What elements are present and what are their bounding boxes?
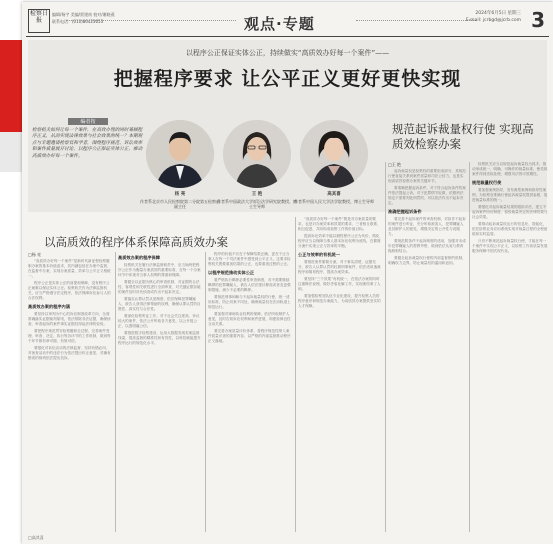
portrait-expert-1 bbox=[146, 120, 214, 188]
expert-1-title: 作者系北京市人民检察院第二分院第五检察部副主任 bbox=[140, 199, 220, 209]
column-2-para-2: 要健全以证据为核心的审查机制，对证据的合法性、客观性和关联性进行全面审查，对关键证据存疑的案件及时补充侦查或作出不起诉决定。 bbox=[118, 280, 201, 294]
kicker: 以程序公正保证实体公正，持续做实“高质效办好每一个案件”—— bbox=[185, 49, 390, 57]
footer-byline: □高其喜 bbox=[28, 535, 44, 540]
subheading-left: 以高质效的程序体系保障高质效办案 bbox=[44, 235, 228, 249]
column-2-para-4: 要深化检察听证工作，对于社会关注度高、争议较大的案件，依法公开听取各方意见，以公开促公正、以透明赢公信。 bbox=[118, 314, 200, 328]
column-3-para-2: 要严格执行羁押必要性审查制度，对不需要继续羁押的犯罪嫌疑人、被告人依法建议释放或者变更强制措施，减少不必要的羁押。 bbox=[208, 278, 291, 292]
editor-note-text: 检察机关如何让每一个案件，在高效办理的同时兼顾程序正义，从而实现法律效果与社会效果的统一？本期观点与专题邀请检察官和学者，围绕程序规范、诉讼效率和案件质量展开讨论，以程序公正保证实体公正，推动高质效办好每一个案件。 bbox=[32, 128, 143, 159]
column-2-subhead: 高质效办案的程序保障 bbox=[118, 255, 160, 260]
masthead bbox=[26, 6, 549, 37]
column-5-para-2: 要准确把握起诉条件，对于符合起诉条件的案件依法提起公诉，对于犯罪情节轻微、依照刑法规定不需要判处刑罚的，可以依法作出不起诉决定。 bbox=[388, 186, 466, 205]
column-6-para-5: 只有不断规范起诉裁量权行使，才能在每一个案件中实现公平正义，以检察工作高质量发展服务保障中国式现代化。 bbox=[472, 239, 548, 253]
portrait-expert-2 bbox=[223, 120, 291, 188]
masthead-rule-right bbox=[356, 20, 476, 21]
expert-2-title: 作者系中国政法大学诉讼法学研究院教授、博士生导师 bbox=[217, 199, 297, 209]
column-2-para-1: 检察机关在履行法律监督职责中，应当始终把程序公正作为衡量办案质效的重要标准，在每一个办案环节中体现对当事人权利的尊重和保障。 bbox=[118, 263, 201, 277]
column-6-para-1: 检察机关应当以规范起诉裁量权为抓手，推动形成统一、明确、可操作的裁量标准，使类似案件得到类似处理，增强司法的可预期性。 bbox=[472, 162, 548, 176]
main-headline: 把握程序要求 让公平正义更好更快实现 bbox=[113, 68, 462, 90]
column-4-para-5: 要加强检察官队伍专业化建设，提升检察人员的程序意识和规范办案能力，为高质效办案提供坚实的人才保障。 bbox=[298, 294, 381, 308]
expert-1-name: 杨 亮 bbox=[174, 192, 186, 197]
column-divider bbox=[205, 252, 206, 532]
column-1 bbox=[28, 252, 112, 532]
column-6 bbox=[472, 162, 548, 532]
column-6-para-4: 要推动起诉裁量权运行的信息化、智能化，依托检察业务应用系统实现对裁量过程的全程留痕和实时监管。 bbox=[472, 222, 548, 236]
column-1-para-3: 要坚持以审判为中心的诉讼制度改革方向，全面准确落实证据裁判原则，依法排除非法证据，确保侦查、审查起诉的案件事实证据经得起法律的检验。 bbox=[28, 312, 111, 326]
subheading-right: 规范起诉裁量权行使 实现高质效检察办案 bbox=[392, 122, 534, 151]
column-divider bbox=[115, 252, 116, 532]
column-5 bbox=[388, 162, 466, 532]
issue-date: 2024年6月5日 星期三 bbox=[475, 11, 521, 16]
column-5-para-4: 要规范附条件不起诉制度的适用，加强对未成年犯罪嫌疑人的帮教考察，做到依法从宽与教育挽救相结合。 bbox=[388, 239, 466, 253]
column-4-para-3: 要推进案件繁简分流，对于事实清楚、证据充分、被告人认罪认罚的轻微刑事案件，依法适用速裁程序和简易程序，提高办案效率。 bbox=[298, 260, 381, 274]
column-1-para-1: “高质效办好每一个案件”是新时代新征程检察履职办案的基本价值追求，其内涵包括在办案中监督、在监督中办案，实现办案质量、效率与公平正义相统一。 bbox=[28, 259, 111, 278]
masthead-rule-left bbox=[66, 20, 236, 21]
column-divider bbox=[385, 162, 386, 532]
expert-3-name: 高其喜 bbox=[327, 192, 341, 197]
column-divider bbox=[295, 217, 296, 532]
column-3-subhead: 以程序规范推动实体公正 bbox=[208, 270, 255, 275]
column-4-para-4: 要坚持“三个效果”有机统一，在依法办案的同时注重释法说理，做好矛盾化解工作，实现案结事了人和。 bbox=[298, 277, 381, 291]
column-6-subhead: 规范裁量权行使 bbox=[472, 180, 502, 185]
expert-3-title: 作者系中国人民大学法学院教授、博士生导师 bbox=[294, 199, 374, 204]
contact-email: E-mail: jcrbgd@jcrb.com bbox=[465, 18, 521, 23]
newspaper-page[interactable] bbox=[22, 2, 553, 544]
editor-note-tag: 编者按 bbox=[68, 118, 108, 125]
column-5-para-5: 要健全起诉裁量权行使的内部监督制约机制，明确权力边界，防止裁量权的滥用和怠用。 bbox=[388, 256, 466, 265]
expert-2-name: 王 艳 bbox=[251, 192, 263, 197]
newspaper-logo bbox=[28, 9, 50, 33]
column-1-subhead: 高质效办案的程序内涵 bbox=[28, 304, 70, 309]
column-4-para-2: 提高诉讼效率不能以牺牲程序公正为代价，简化程序应当以保障当事人基本诉讼权利为底线，在繁简分流中实现公正与效率的平衡。 bbox=[298, 234, 381, 248]
column-4 bbox=[298, 217, 382, 532]
column-divider bbox=[469, 162, 470, 532]
portrait-3-figure bbox=[300, 120, 368, 188]
column-5-para-3: 要完善不起诉案件的审查机制，对拟作不起诉的案件进行听证，充分听取被害人、犯罪嫌疑人及其辩护人的意见，增强决定的公开性与说服力。 bbox=[388, 217, 466, 236]
column-1-byline: □杨 亮 bbox=[28, 252, 42, 257]
phone-info: 联系电话：(010)86423653 bbox=[52, 19, 104, 24]
column-3-para-1: 程序的价值不仅在于保障结果正确，更在于让当事人在每一个司法案件中感受到公平正义。这要求检察机关既要重视结果的公正，也要重视过程的公正。 bbox=[208, 252, 291, 266]
column-2-para-3: 要落实认罪认罚从宽制度，依法保障犯罪嫌疑人、被告人获得法律帮助的权利，确保认罪认罚的自愿性、真实性与合法性。 bbox=[118, 297, 201, 311]
expert-1-caption bbox=[140, 192, 220, 209]
column-5-para-1: 起诉裁量权是检察权的重要组成部分，其规范行使直接关系到案件质量和司法公信力，也是实现高质效检察办案的关键环节。 bbox=[388, 169, 466, 183]
column-3-para-3: 要规范刑事和解与不起诉裁量权的行使，统一适用标准，防止同案不同处，确保裁量权在法治轨道上规范运行。 bbox=[208, 295, 291, 309]
left-gray-margin bbox=[0, 132, 22, 172]
column-5-subhead: 准确把握起诉条件 bbox=[388, 209, 422, 214]
column-2 bbox=[118, 252, 202, 532]
column-6-para-3: 要强化对起诉裁量结果的跟踪评估，建立不起诉案件回访制度，检验裁量决定的法律效果与社会效果。 bbox=[472, 205, 548, 219]
column-1-para-5: 要强化对诉讼活动的法律监督，坚持有错必纠，对侦查活动中的违法行为依法提出纠正意见，对确有错误的裁判依法提出抗诉。 bbox=[28, 346, 111, 360]
column-1-para-2: 程序公正是实体公正的前提和保障，没有程序公正就难以保证实体公正。检察机关作为法律监督机关，应当严格遵守法定程序，依法保障诉讼参与人的合法权利。 bbox=[28, 281, 111, 300]
column-6-para-2: 要加强案例指导，发布典型案例和指导性案例，为检察官准确行使起诉裁量权提供参照，促进裁量标准的统一。 bbox=[472, 188, 548, 202]
column-4-subhead: 公正与效率的有机统一 bbox=[298, 252, 340, 257]
section-title: 观点·专题 bbox=[244, 15, 315, 33]
expert-3-caption bbox=[294, 192, 374, 204]
editor-note bbox=[32, 118, 144, 214]
expert-2-caption bbox=[217, 192, 297, 209]
page-number: 3 bbox=[531, 8, 545, 32]
logo-text: 检察日报 bbox=[29, 10, 48, 24]
column-2-para-5: 要推进数字检察建设，运用大数据发现类案监督线索，提高监督的精准性和有效性，以科技赋能提升程序运行的规范化水平。 bbox=[118, 331, 201, 345]
column-3-para-4: 要加强对律师执业权利的保障，依法听取辩护人意见，及时告知诉讼权利和案件进展，构建检律良性互动关系。 bbox=[208, 312, 291, 326]
portrait-expert-3 bbox=[300, 120, 368, 188]
portrait-1-figure bbox=[146, 120, 214, 188]
column-4-para-1: “高质效办好每一个案件”既是对办案质量的要求，也是对办案效率和效果的要求，三者相互联系、相互促进，共同构成检察工作的价值目标。 bbox=[298, 217, 381, 231]
portrait-2-figure bbox=[223, 120, 291, 188]
column-5-byline: □王 艳 bbox=[388, 162, 402, 167]
column-1-para-4: 要把程序规范贯穿检察履职全过程，完善案件受理、审查、决定、执行等各环节的工作机制，做到每个环节都有章可循、有规可依。 bbox=[28, 329, 111, 343]
column-3-para-5: 要完善办案质量评价体系，将程序规范性纳入案件质量评查的重要内容，以严格的内部监督推动程序正义落地。 bbox=[208, 329, 291, 343]
column-3 bbox=[208, 252, 292, 532]
editor-info: 编辑/杨宇 美编/贾建南 校对/谢晓燕 bbox=[52, 12, 115, 17]
